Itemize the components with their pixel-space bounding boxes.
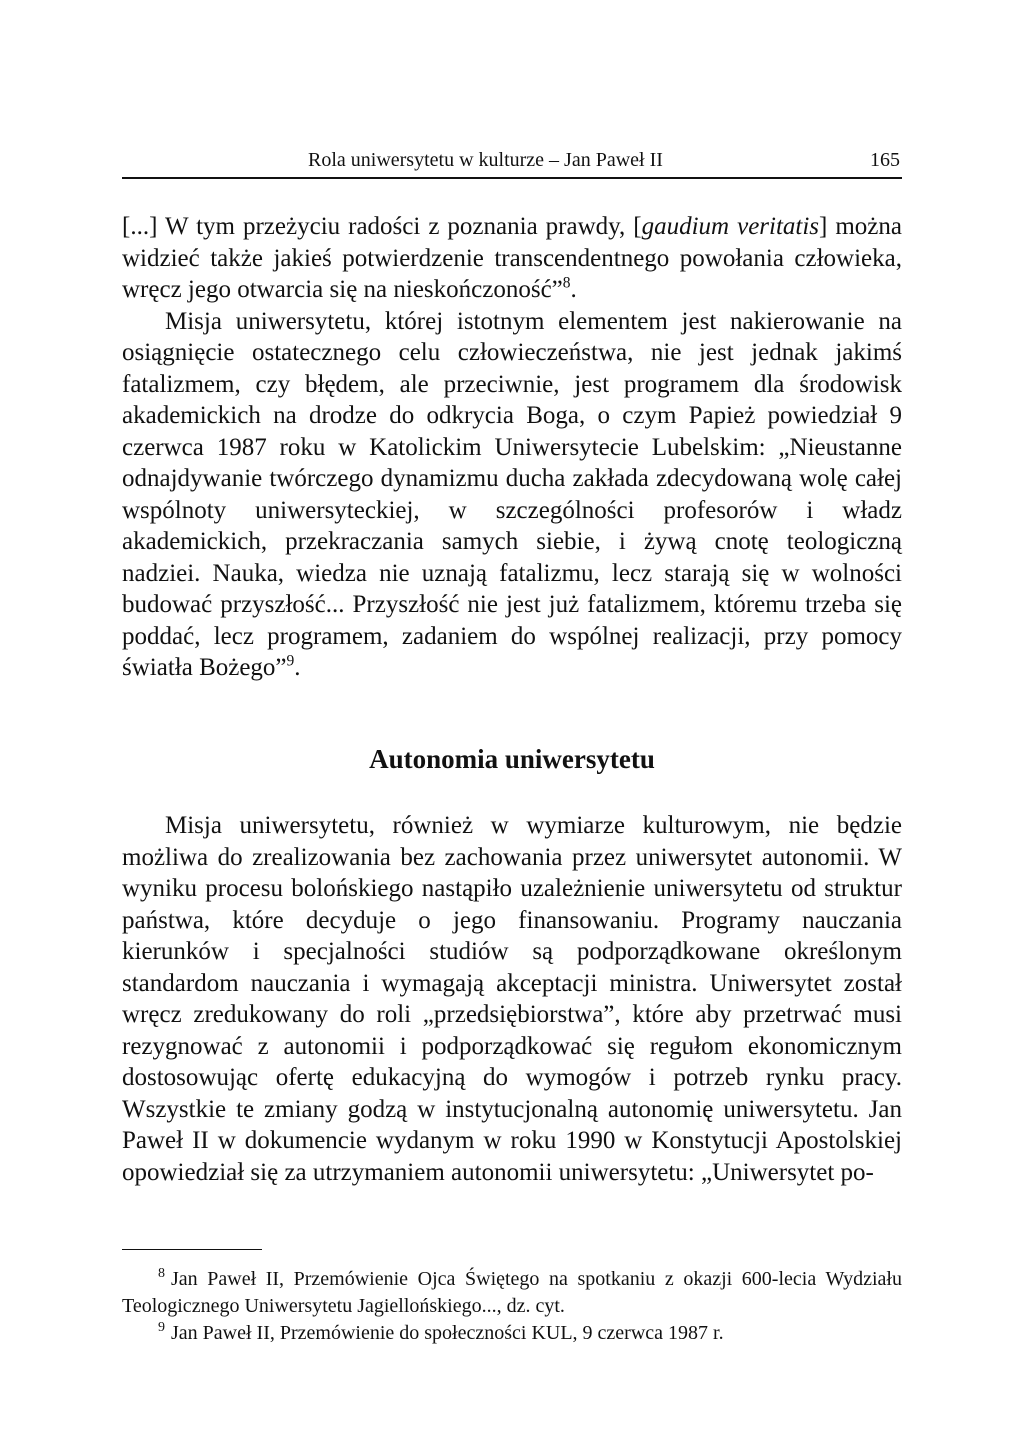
body-text-lower (122, 810, 902, 1188)
mission-text-end: . (294, 654, 301, 681)
footnote-number: 9 (158, 1320, 165, 1336)
footnote-ref-8[interactable]: 8 (562, 274, 571, 292)
quote-text-middle: ] można widzieć także jakieś potwierdzenie transcendentnego powołania człowieka, wręcz jego otwarcia się na nieskończoność” (122, 213, 902, 303)
quote-paragraph (122, 211, 902, 306)
footnote-number: 8 (158, 1266, 165, 1282)
section-heading: Autonomia uniwersytetu (369, 744, 655, 774)
footnote-ref-9[interactable]: 9 (286, 652, 295, 670)
header-rule (122, 177, 902, 179)
mission-text: Misja uniwersytetu, której istotnym elementem jest nakierowanie na osiągnięcie ostatecznego celu człowieczeństwa, nie jest jednak jakimś fatalizmem, czy błędem, ale przeciwnie, jest programem dla środowisk akademickich na drodze do odkrycia Boga, o czym Papież powiedział 9 czerwca 1987 roku w Katolickim Uniwersytecie Lubelskim: „Nieustanne odnajdywanie twórczego dynamizmu ducha zakłada zdecydowaną wolę całej wspólnoty uniwersyteckiej, w szczególności profesorów i władz akademickich, przekraczania samych siebie, i żywą cnotę teologiczną nadziei. Nauka, wiedza nie uznają fatalizmu, lecz starają się w wolności budować przyszłość... Przyszłość nie jest już fatalizmem, któremu trzeba się poddać, lecz programem, zadaniem do wspólnej realizacji, przy pomocy światła Bożego” (122, 307, 902, 681)
footnote-8 (122, 1266, 902, 1320)
page-number: 165 (870, 149, 900, 171)
running-title: Rola uniwersytetu w kulturze – Jan Paweł II (308, 149, 663, 171)
mission-paragraph (122, 306, 902, 684)
quote-italic-term: gaudium veritatis (641, 213, 820, 240)
footnote-rule (122, 1249, 262, 1250)
body-text-upper (122, 211, 902, 684)
autonomy-paragraph: Misja uniwersytetu, również w wymiarze kulturowym, nie będzie możliwa do zrealizowania bez zachowania przez uniwersytet autonomii. W wyniku procesu bolońskiego nastąpiło uzależnienie uniwersytetu od struktur państwa, które decyduje o jego finansowaniu. Programy nauczania kierunków i specjalności studiów są podporządkowane określonym standardom nauczania i wymagają akceptacji ministra. Uniwersytet został wręcz zredukowany do roli „przedsiębiorstwa”, które aby przetrwać musi rezygnować z autonomii i podporządkować się regułom ekonomicznym dostosowując ofertę edukacyjną do wymogów i potrzeb rynku pracy. Wszystkie te zmiany godzą w instytucjonalną autonomię uniwersytetu. Jan Paweł II w dokumencie wydanym w roku 1990 w Konstytucji Apostolskiej opowiedział się za utrzymaniem autonomii uniwersytetu: „Uniwersytet po- (122, 812, 902, 1186)
footnote-9 (122, 1320, 902, 1347)
quote-text-start: [...] W tym przeżyciu radości z poznania prawdy, [ (122, 213, 642, 240)
footnote-text: Jan Paweł II, Przemówienie do społeczności KUL, 9 czerwca 1987 r. (171, 1322, 724, 1344)
quote-text-end: . (570, 276, 577, 303)
running-header (122, 148, 902, 176)
footnote-text: Jan Paweł II, Przemówienie Ojca Świętego na spotkaniu z okazji 600-lecia Wydziału Teologicznego Uniwersytetu Jagiellońskiego..., dz. cyt. (122, 1268, 902, 1317)
footnotes (122, 1266, 902, 1347)
